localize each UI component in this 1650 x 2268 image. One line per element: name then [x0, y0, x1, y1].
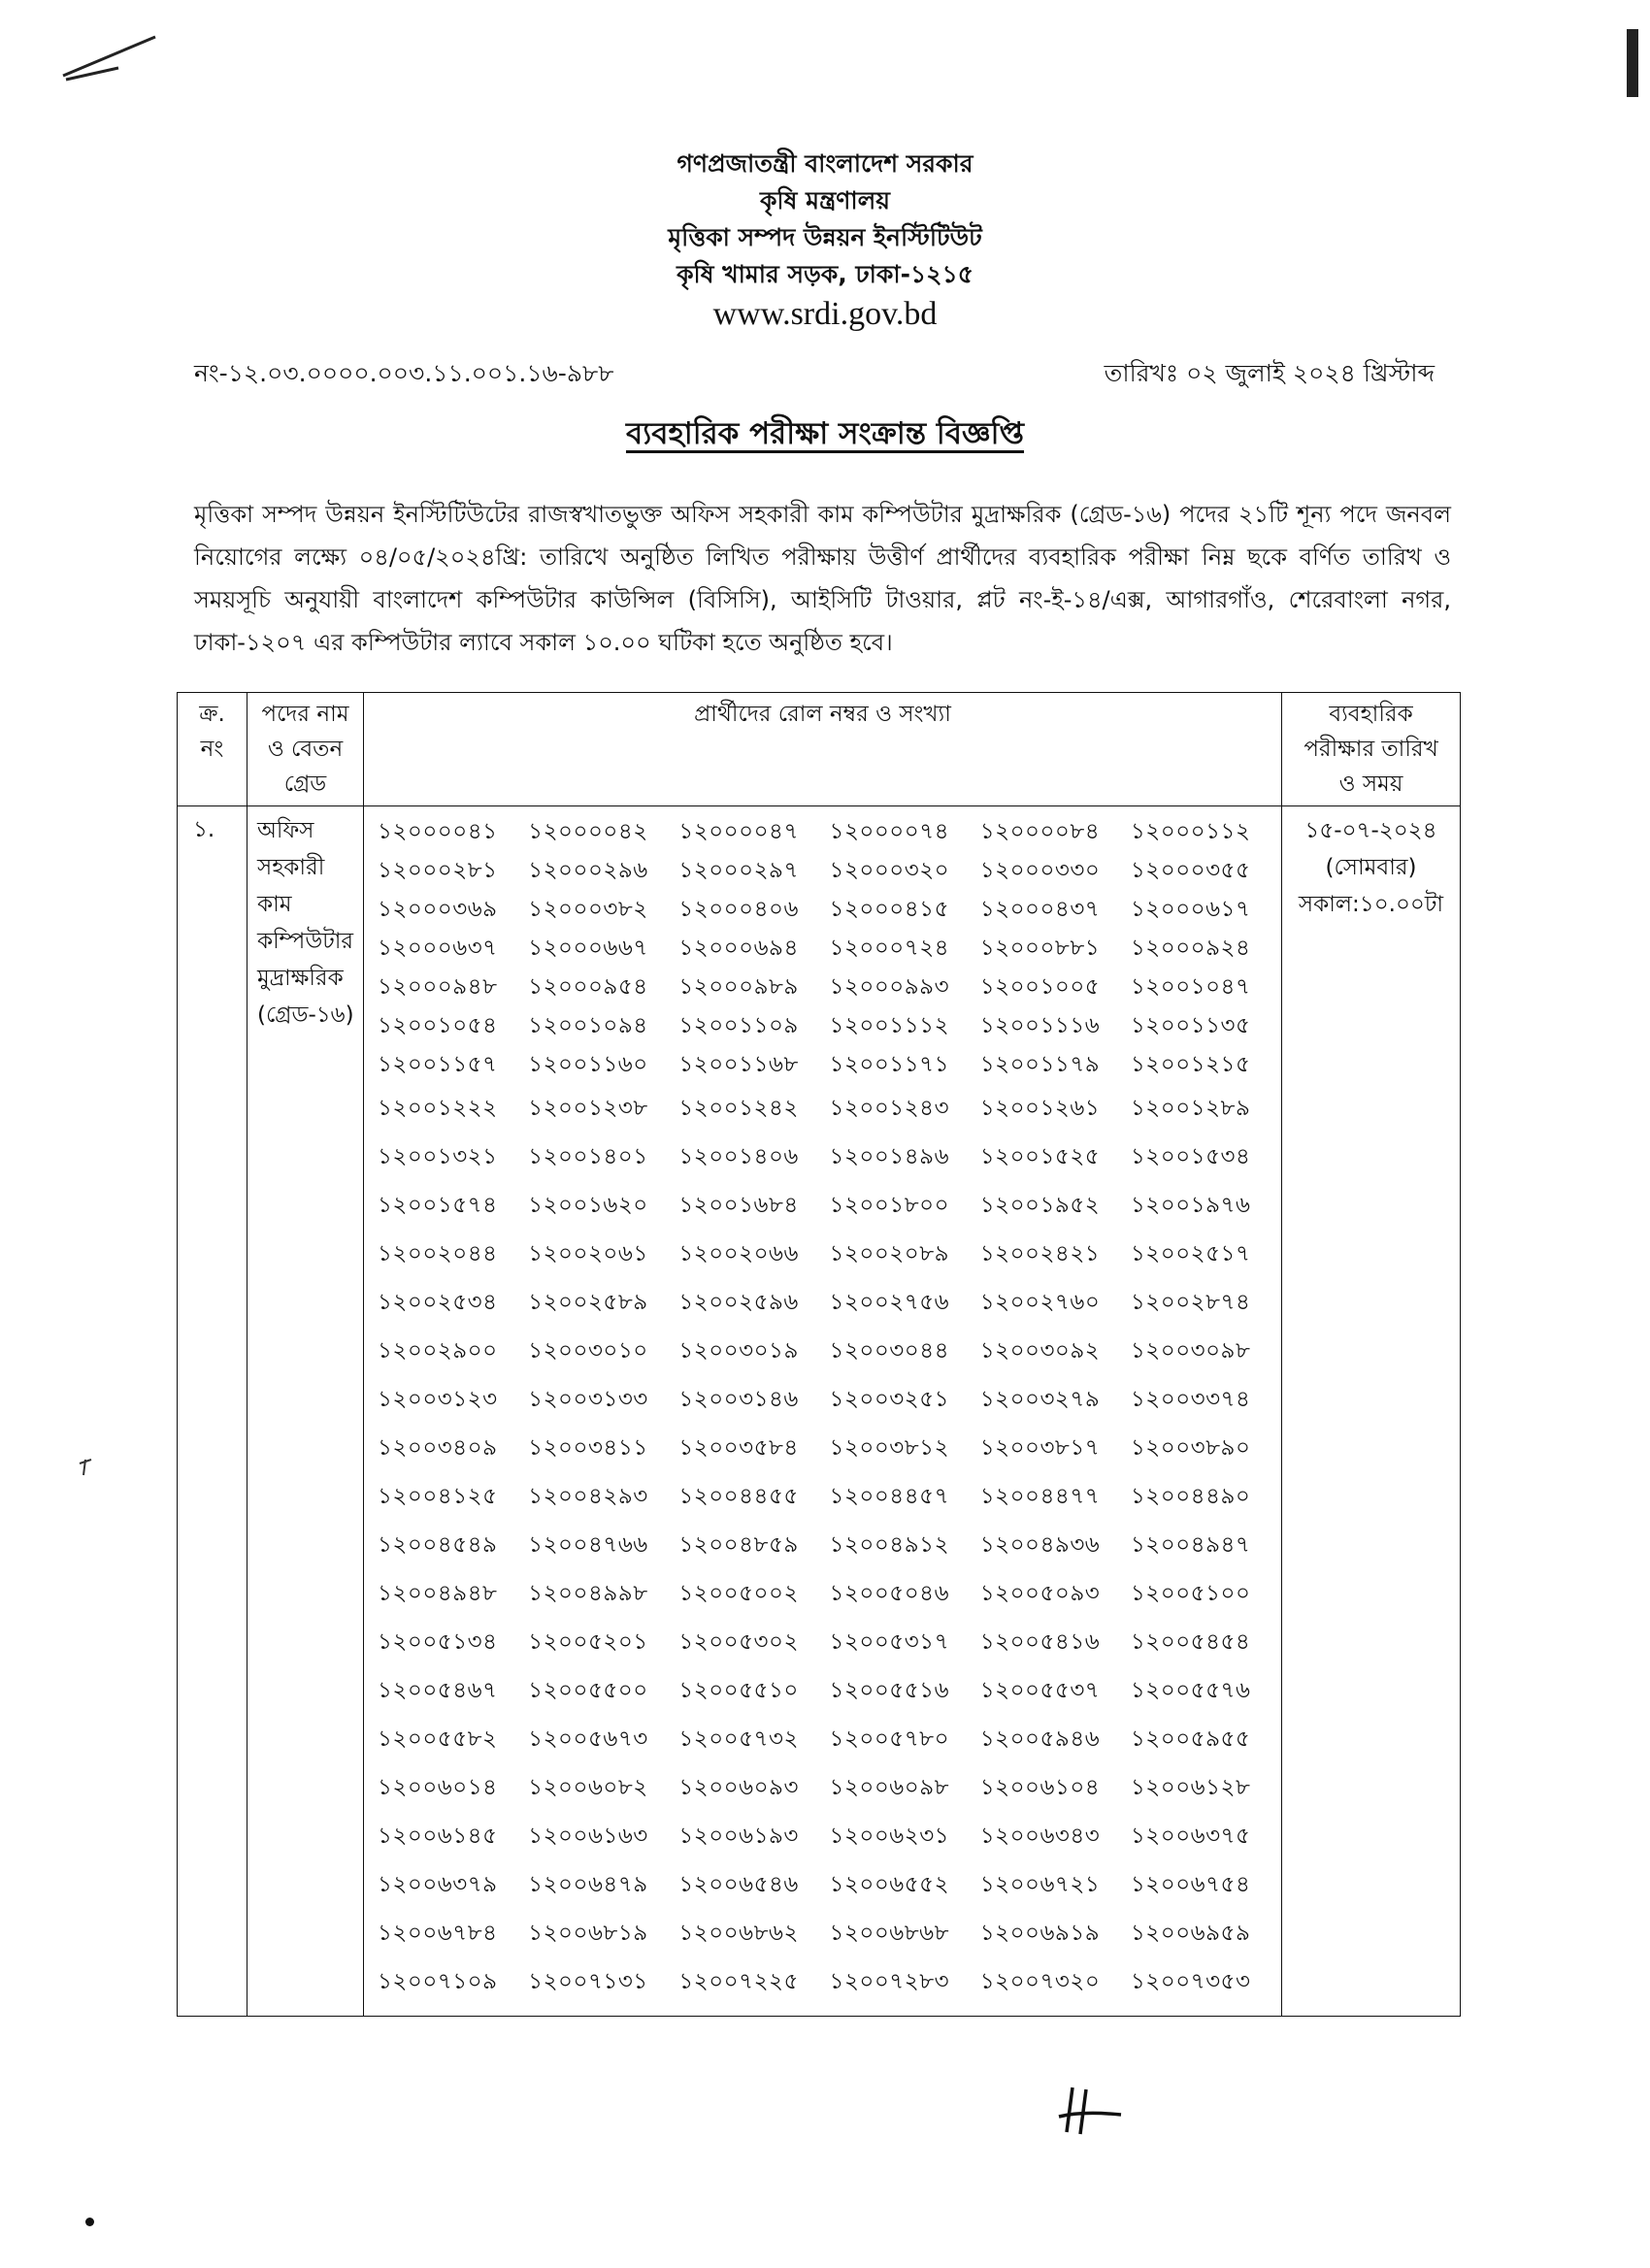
roll-number: ১২০০৬৭৮৪	[378, 1920, 498, 1946]
exam-day: (সোমবার)	[1325, 855, 1417, 880]
roll-number: ১২০০১২২২	[378, 1095, 498, 1121]
govt-name: গণপ্রজাতন্ত্রী বাংলাদেশ সরকার	[676, 149, 974, 178]
roll-number: ১২০০৫৯৫৫	[1130, 1726, 1251, 1752]
roll-number: ১২০০১৯৫২	[979, 1192, 1101, 1218]
roll-number: ১২০০০২৯৬	[528, 857, 648, 883]
roll-number: ১২০০৬৪৭৯	[528, 1871, 648, 1897]
header-post-line: পদের নাম	[261, 702, 349, 727]
tick-mark	[76, 1456, 95, 1479]
notice-title: ব্যবহারিক পরীক্ষা সংক্রান্ত বিজ্ঞপ্তি	[625, 416, 1025, 451]
roll-number: ১২০০৫৪৫৪	[1130, 1628, 1251, 1655]
header-rolls-label: প্রার্থীদের রোল নম্বর ও সংখ্যা	[694, 702, 951, 727]
roll-number: ১২০০০০৭৪	[829, 818, 950, 844]
exam-time: সকাল:১০.০০টা	[1298, 892, 1444, 917]
roll-number: ১২০০০৯২৪	[1130, 935, 1251, 961]
roll-number: ১২০০৭৩৫৩	[1130, 1968, 1251, 1994]
roll-number: ১২০০০০৮৪	[979, 818, 1101, 844]
roll-number: ১২০০১১৩৫	[1130, 1012, 1251, 1038]
roll-number: ১২০০১২১৫	[1130, 1051, 1251, 1077]
roll-number: ১২০০৪৮৫৯	[678, 1531, 799, 1558]
roll-number: ১২০০০১১২	[1130, 818, 1251, 844]
post-line: কাম	[257, 892, 292, 917]
roll-number: ১২০০৭৩২০	[979, 1968, 1101, 1994]
roll-number: ১২০০৬৩৪৩	[979, 1823, 1101, 1849]
roll-number: ১২০০১২৩৮	[528, 1095, 648, 1121]
roll-number: ১২০০০০৪১	[378, 818, 498, 844]
roll-number: ১২০০৫০০২	[678, 1580, 799, 1606]
roll-number: ১২০০১৪০১	[528, 1143, 648, 1169]
roll-row	[378, 968, 1281, 1006]
letterhead	[388, 146, 1262, 336]
post-line: কম্পিউটার	[257, 929, 354, 954]
roll-number: ১২০০০৯৯৩	[829, 973, 950, 1000]
roll-number: ১২০০৬১৪৫	[378, 1823, 498, 1849]
roll-number: ১২০০৩৪১১	[528, 1434, 648, 1461]
roll-row	[378, 1006, 1281, 1045]
roll-number: ১২০০২৮৭৪	[1130, 1289, 1251, 1315]
roll-number: ১২০০২৯০০	[378, 1337, 498, 1364]
roll-number: ১২০০১১৬৮	[678, 1051, 799, 1077]
post-line: মুদ্রাক্ষরিক	[257, 966, 344, 991]
roll-number: ১২০০১১৫৭	[378, 1051, 498, 1077]
roll-row	[378, 1084, 1281, 1133]
roll-number: ১২০০৩২৫১	[829, 1386, 950, 1412]
roll-number: ১২০০২৫৮৯	[528, 1289, 648, 1315]
roll-number: ১২০০৫৪৬৭	[378, 1677, 498, 1703]
roll-number: ১২০০৩৮৯০	[1130, 1434, 1251, 1461]
roll-number: ১২০০০৩৬৯	[378, 896, 498, 922]
roll-number: ১২০০৫৩১৭	[829, 1628, 950, 1655]
notice-body: মৃত্তিকা সম্পদ উন্নয়ন ইনস্টিটিউটের রাজস্বখাতভুক্ত অফিস সহকারী কাম কম্পিউটার মুদ্রাক্ষরিক (গ্রেড-১৬) পদের ২১টি শূন্য পদে জনবল নিয়োগের লক্ষ্যে ০৪/০৫/২০২৪খ্রি: তারিখে অনুষ্ঠিত লিখিত পরীক্ষায় উত্তীর্ণ প্রার্থীদের ব্যবহারিক পরীক্ষা নিম্ন ছকে বর্ণিত তারিখ ও সময়সূচি অনুযায়ী বাংলাদেশ কম্পিউটার কাউন্সিল (বিসিসি), আইসিটি টাওয়ার, প্লট নং-ই-১৪/এক্স, আগারগাঁও, শেরেবাংলা নগর, ঢাকা-১২০৭ এর কম্পিউটার ল্যাবে সকাল ১০.০০ ঘটিকা হতে অনুষ্ঠিত হবে।	[194, 501, 1451, 656]
roll-row	[378, 1909, 1281, 1957]
roll-number: ১২০০৬৭২১	[979, 1871, 1101, 1897]
table-row	[178, 806, 1461, 2017]
roll-number: ১২০০৬১৯৩	[678, 1823, 799, 1849]
roll-number: ১২০০৭১০৯	[378, 1968, 498, 1994]
roll-number: ১২০০৩০৯৮	[1130, 1337, 1251, 1364]
roll-number: ১২০০০৪০৬	[678, 896, 799, 922]
roll-number: ১২০০০০৪৭	[678, 818, 799, 844]
roll-number: ১২০০১১০৯	[678, 1012, 799, 1038]
roll-number: ১২০০২৪২১	[979, 1240, 1101, 1266]
roll-number: ১২০০০৯৪৮	[378, 973, 498, 1000]
exam-date: ১৫-০৭-২০২৪	[1304, 818, 1437, 843]
header-serial-line: ক্র.	[199, 702, 225, 727]
roll-number: ১২০০৫৫৭৬	[1130, 1677, 1251, 1703]
roll-row	[378, 1472, 1281, 1521]
roll-row	[378, 1230, 1281, 1278]
roll-number: ১২০০৪৯৩৬	[979, 1531, 1101, 1558]
roll-number: ১২০০৬৭৫৪	[1130, 1871, 1251, 1897]
roll-number: ১২০০৭২২৫	[678, 1968, 799, 1994]
roll-number: ১২০০০০৪২	[528, 818, 648, 844]
roll-row	[378, 1860, 1281, 1909]
roll-number: ১২০০৬১৬৩	[528, 1823, 648, 1849]
roll-number: ১২০০৫০৪৬	[829, 1580, 950, 1606]
roll-number: ১২০০৬০৮২	[528, 1774, 648, 1800]
roll-number: ১২০০৪৪৭৭	[979, 1483, 1101, 1509]
roll-number: ১২০০১৮০০	[829, 1192, 950, 1218]
roll-number: ১২০০৩৫৮৪	[678, 1434, 799, 1461]
roll-number: ১২০০৩১৪৬	[678, 1386, 799, 1412]
roll-row	[378, 851, 1281, 890]
website: www.srdi.gov.bd	[712, 296, 938, 332]
roll-number: ১২০০৬৫৪৬	[678, 1871, 799, 1897]
header-serial-line: নং	[200, 737, 224, 762]
roll-number: ১২০০৬৯৫৯	[1130, 1920, 1251, 1946]
roll-number: ১২০০৬০১৪	[378, 1774, 498, 1800]
roll-number: ১২০০৪৫৪৯	[378, 1531, 498, 1558]
header-post	[248, 693, 364, 806]
roll-number: ১২০০১০৯৪	[528, 1012, 648, 1038]
roll-number: ১২০০৬২৩১	[829, 1823, 950, 1849]
roll-number: ১২০০৩০১০	[528, 1337, 648, 1364]
roll-number: ১২০০২৭৬০	[979, 1289, 1101, 1315]
roll-number: ১২০০৬৯১৯	[979, 1920, 1101, 1946]
roll-number: ১২০০৫৫০০	[528, 1677, 648, 1703]
roll-number: ১২০০৩১৩৩	[528, 1386, 648, 1412]
roll-number: ১২০০৫৫৮২	[378, 1726, 498, 1752]
scan-edge-mark	[1627, 29, 1638, 97]
roll-number: ১২০০৫৪১৬	[979, 1628, 1101, 1655]
roll-number: ১২০০০৩৫৫	[1130, 857, 1251, 883]
roll-row	[378, 1715, 1281, 1763]
header-serial	[178, 693, 248, 806]
roll-number: ১২০০৫৩০২	[678, 1628, 799, 1655]
roll-number: ১২০০৫৫১৬	[829, 1677, 950, 1703]
roll-number: ১২০০১৩২১	[378, 1143, 498, 1169]
roll-row	[378, 890, 1281, 929]
memo-date: তারিখঃ ০২ জুলাই ২০২৪ খ্রিস্টাব্দ	[1104, 359, 1435, 387]
roll-number: ১২০০৬৩৭৫	[1130, 1823, 1251, 1849]
roll-number: ১২০০২৫৯৬	[678, 1289, 799, 1315]
roll-number: ১২০০৪১২৫	[378, 1483, 498, 1509]
roll-number: ১২০০২৭৫৬	[829, 1289, 950, 1315]
roll-number: ১২০০৩০১৯	[678, 1337, 799, 1364]
roll-number: ১২০০৩০৪৪	[829, 1337, 950, 1364]
serial-cell: ১.	[178, 806, 248, 2017]
roll-number: ১২০০০৭২৪	[829, 935, 950, 961]
header-post-line: ও বেতন	[267, 737, 344, 762]
institute-name: মৃত্তিকা সম্পদ উন্নয়ন ইনস্টিটিউট	[668, 223, 982, 251]
roll-number: ১২০০৬১০৪	[979, 1774, 1101, 1800]
roll-number: ১২০০৭১৩১	[528, 1968, 648, 1994]
roll-number: ১২০০০৪৩৭	[979, 896, 1101, 922]
header-date	[1282, 693, 1461, 806]
roll-number: ১২০০৬০৯৮	[829, 1774, 950, 1800]
header-post-line: গ্রেড	[283, 772, 327, 797]
roll-number: ১২০০১১১৬	[979, 1012, 1101, 1038]
roll-number: ১২০০০৬৯৪	[678, 935, 799, 961]
roll-number: ১২০০১০৫৪	[378, 1012, 498, 1038]
roll-number: ১২০০৩০৯২	[979, 1337, 1101, 1364]
roll-number: ১২০০৫৭৩২	[678, 1726, 799, 1752]
roll-number: ১২০০১২৪৩	[829, 1095, 950, 1121]
roll-row	[378, 1327, 1281, 1375]
roll-number: ১২০০৫৬৭৩	[528, 1726, 648, 1752]
roll-row	[378, 1045, 1281, 1084]
roll-number: ১২০০৪৪৯০	[1130, 1483, 1251, 1509]
roll-row	[378, 929, 1281, 968]
roll-number: ১২০০৬৩৭৯	[378, 1871, 498, 1897]
roll-number: ১২০০৪৯৯৮	[528, 1580, 648, 1606]
roll-number: ১২০০৭২৮৩	[829, 1968, 950, 1994]
roll-grid	[364, 806, 1281, 2016]
roll-number: ১২০০৬৮৬২	[678, 1920, 799, 1946]
roll-number: ১২০০১১৬০	[528, 1051, 648, 1077]
roll-number: ১২০০২০৬৬	[678, 1240, 799, 1266]
roll-number: ১২০০১১১২	[829, 1012, 950, 1038]
roll-number: ১২০০৪৭৬৬	[528, 1531, 648, 1558]
roll-number: ১২০০৫৭৮০	[829, 1726, 950, 1752]
roll-number: ১২০০৪৪৫৭	[829, 1483, 950, 1509]
dot-mark	[85, 2218, 94, 2226]
roll-row	[378, 1957, 1281, 2006]
roll-row	[378, 1666, 1281, 1715]
roll-number: ১২০০৫৯৪৬	[979, 1726, 1101, 1752]
roll-row	[378, 1278, 1281, 1327]
ministry-name: কৃষি মন্ত্রণালয়	[759, 186, 891, 214]
roll-number: ১২০০৪২৯৩	[528, 1483, 648, 1509]
roll-number: ১২০০৫১০০	[1130, 1580, 1251, 1606]
roll-number: ১২০০৪৯৪৮	[378, 1580, 498, 1606]
roll-number: ১২০০১০৪৭	[1130, 973, 1251, 1000]
post-line: অফিস	[257, 818, 314, 843]
roll-number: ১২০০১২৮৯	[1130, 1095, 1251, 1121]
roll-row	[378, 1763, 1281, 1812]
roll-number: ১২০০৩৩৭৪	[1130, 1386, 1251, 1412]
roll-row	[378, 812, 1281, 851]
roll-number: ১২০০২০৮৯	[829, 1240, 950, 1266]
roll-number: ১২০০৫০৯৩	[979, 1580, 1101, 1606]
header-date-line: ব্যবহারিক	[1329, 702, 1413, 727]
roll-number: ১২০০১১৭১	[829, 1051, 950, 1077]
roll-number: ১২০০০৯৮৯	[678, 973, 799, 1000]
roll-number: ১২০০৪৯১২	[829, 1531, 950, 1558]
roll-number: ১২০০০৬৬৭	[528, 935, 648, 961]
roll-number: ১২০০৬৮১৯	[528, 1920, 648, 1946]
header-rolls	[364, 693, 1282, 806]
header-date-line: পরীক্ষার তারিখ	[1304, 737, 1438, 762]
roll-number: ১২০০০৬১৭	[1130, 896, 1251, 922]
roll-number: ১২০০১৬৮৪	[678, 1192, 799, 1218]
roll-number: ১২০০২৫৩৪	[378, 1289, 498, 1315]
roll-number: ১২০০৪৪৫৫	[678, 1483, 799, 1509]
roll-number: ১২০০৫১৩৪	[378, 1628, 498, 1655]
roll-row	[378, 1618, 1281, 1666]
post-line: (গ্রেড-১৬)	[257, 1003, 354, 1028]
roll-number: ১২০০৩৮১২	[829, 1434, 950, 1461]
initial-signature	[1053, 2082, 1131, 2140]
roll-row	[378, 1181, 1281, 1230]
post-line: সহকারী	[257, 855, 325, 880]
roll-number: ১২০০১২৪২	[678, 1095, 799, 1121]
roll-number: ১২০০০৩৩০	[979, 857, 1101, 883]
pen-stroke-mark	[58, 29, 175, 87]
roll-number: ১২০০০২৮১	[378, 857, 498, 883]
roll-number: ১২০০৩৪০৯	[378, 1434, 498, 1461]
roll-number: ১২০০১৫৩৪	[1130, 1143, 1251, 1169]
roll-number: ১২০০০৯৫৪	[528, 973, 648, 1000]
roll-number: ১২০০০৩৮২	[528, 896, 648, 922]
roll-number: ১২০০০৪১৫	[829, 896, 950, 922]
roll-number: ১২০০১৬২০	[528, 1192, 648, 1218]
post-cell	[248, 806, 364, 2017]
roll-number: ১২০০১৫২৫	[979, 1143, 1101, 1169]
roll-number: ১২০০৫৫৩৭	[979, 1677, 1101, 1703]
header-date-line: ও সময়	[1338, 772, 1403, 797]
roll-number: ১২০০৫২০১	[528, 1628, 648, 1655]
roll-number: ১২০০৩৮১৭	[979, 1434, 1101, 1461]
roll-number: ১২০০০৬৩৭	[378, 935, 498, 961]
roll-row	[378, 1569, 1281, 1618]
roll-number: ১২০০১৫৭৪	[378, 1192, 498, 1218]
roll-number: ১২০০৫৫১০	[678, 1677, 799, 1703]
roll-number: ১২০০১৪০৬	[678, 1143, 799, 1169]
roll-number: ১২০০১২৬১	[979, 1095, 1101, 1121]
roll-number: ১২০০৬০৯৩	[678, 1774, 799, 1800]
roll-number: ১২০০০৩২০	[829, 857, 950, 883]
date-cell	[1282, 806, 1461, 2017]
roll-number: ১২০০১০০৫	[979, 973, 1101, 1000]
memo-number: নং-১২.০৩.০০০০.০০৩.১১.০০১.১৬-৯৮৮	[194, 359, 614, 387]
roll-row	[378, 1812, 1281, 1860]
roll-row	[378, 1521, 1281, 1569]
roll-number: ১২০০০২৯৭	[678, 857, 799, 883]
roll-number: ১২০০৬৮৬৮	[829, 1920, 950, 1946]
table-header-row	[178, 693, 1461, 806]
roll-number: ১২০০১৯৭৬	[1130, 1192, 1251, 1218]
roll-number: ১২০০২০৬১	[528, 1240, 648, 1266]
roll-number: ১২০০১১৭৯	[979, 1051, 1101, 1077]
roll-number-table	[177, 692, 1461, 2017]
rolls-cell	[364, 806, 1282, 2017]
roll-number: ১২০০০৮৮১	[979, 935, 1101, 961]
roll-row	[378, 1375, 1281, 1424]
roll-number: ১২০০২৫১৭	[1130, 1240, 1251, 1266]
roll-number: ১২০০৬১২৮	[1130, 1774, 1251, 1800]
roll-number: ১২০০৩১২৩	[378, 1386, 498, 1412]
institute-address: কৃষি খামার সড়ক, ঢাকা-১২১৫	[676, 260, 974, 288]
roll-row	[378, 1424, 1281, 1472]
roll-number: ১২০০৩২৭৯	[979, 1386, 1101, 1412]
roll-number: ১২০০৬৫৫২	[829, 1871, 950, 1897]
roll-number: ১২০০২০৪৪	[378, 1240, 498, 1266]
roll-number: ১২০০৪৯৪৭	[1130, 1531, 1251, 1558]
roll-number: ১২০০১৪৯৬	[829, 1143, 950, 1169]
roll-row	[378, 1133, 1281, 1181]
